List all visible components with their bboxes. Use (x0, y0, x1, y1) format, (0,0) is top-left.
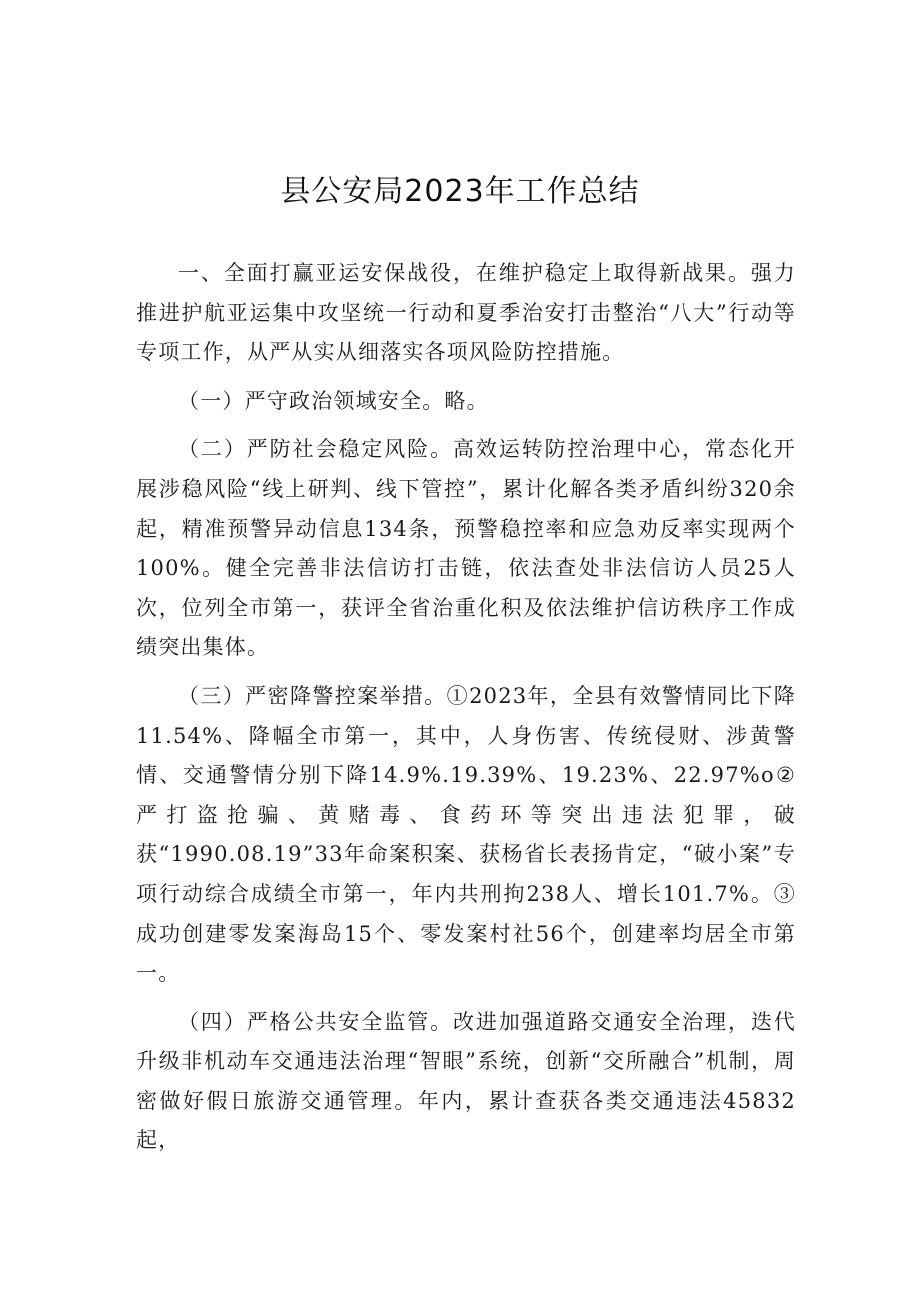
document-title: 县公安局2023年工作总结 (280, 174, 640, 209)
subsection-public-safety-paragraph: （四）严格公共安全监管。改进加强道路交通安全治理，迭代升级非机动车交通违法治理“智眼”系统，创新“交所融合”机制，周密做好假日旅游交通管理。年内，累计查获各类交通违法45832起， (136, 1009, 796, 1153)
subsection-crime-control-paragraph: （三）严密降警控案举措。①2023年，全县有效警情同比下降11.54%、降幅全市第一，其中，人身伤害、传统侵财、涉黄警情、交通警情分别下降14.9%.19.39%、19.23%、22.97%o②严打盗抢骗、黄赌毒、食药环等突出违法犯罪，破获“1990.08.19”33年命案积案、获杨省长表扬肯定，“破小案”专项行动综合成绩全市第一，年内共刑拘238人、增长101.7%。③成功创建零发案海岛15个、零发案村社56个，创建率均居全市第一。 (136, 683, 796, 986)
document-body (136, 254, 796, 1161)
section-1-intro-paragraph: 一、全面打赢亚运安保战役，在维护稳定上取得新战果。强力推进护航亚运集中攻坚统一行动和夏季治安打击整治“八大”行动等专项工作，从严从实从细落实各项风险防控措施。 (136, 261, 796, 365)
subsection-political-security-paragraph: （一）严守政治领域安全。略。 (178, 388, 489, 413)
subsection-social-stability-paragraph: （二）严防社会稳定风险。高效运转防控治理中心，常态化开展涉稳风险“线上研判、线下管控”，累计化解各类矛盾纠纷320余起，精准预警异动信息134条，预警稳控率和应急劝反率实现两个100%。健全完善非法信访打击链，依法查处非法信访人员25人次，位列全市第一，获评全省治重化积及依法维护信访秩序工作成绩突出集体。 (136, 437, 796, 660)
